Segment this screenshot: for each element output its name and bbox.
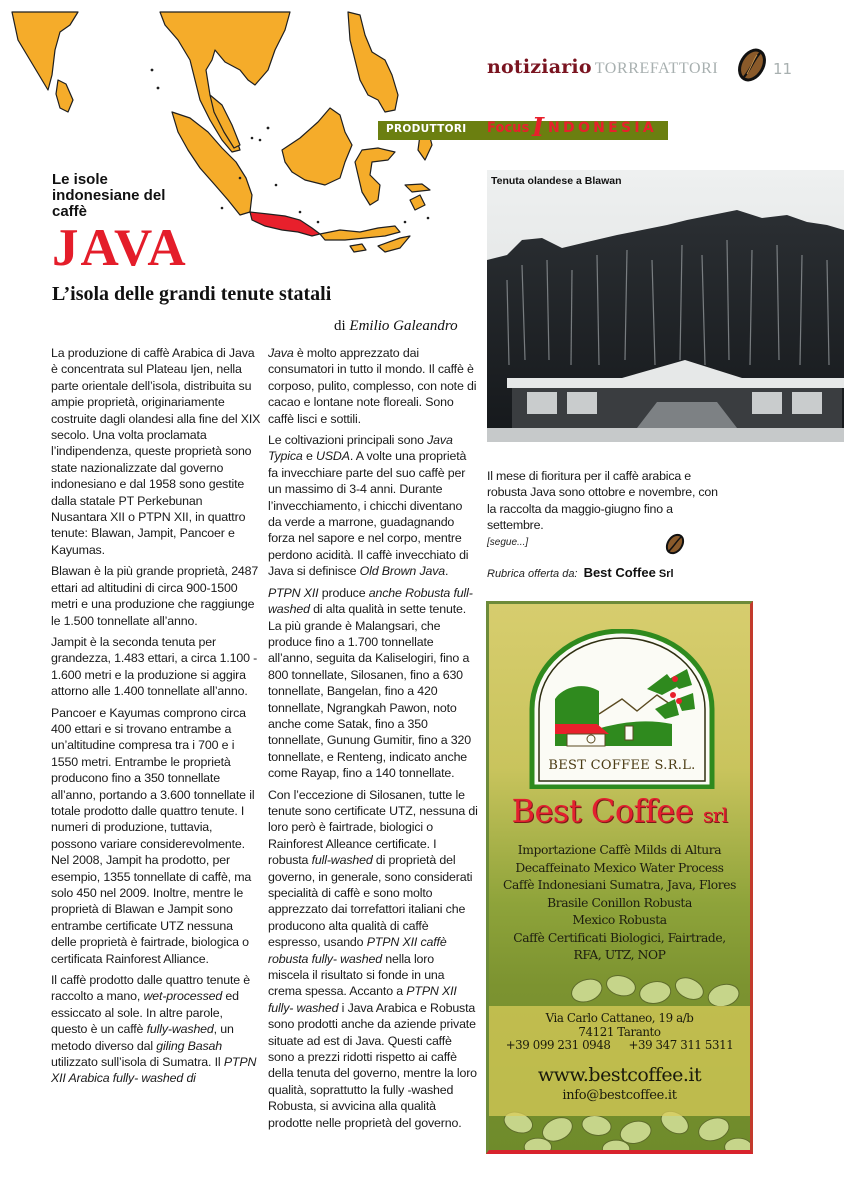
service-line: Mexico Robusta	[572, 913, 667, 927]
text-run-italic: PTPN XII fully- washed	[268, 984, 457, 1015]
paragraph: Pancoer e Kayumas comprono circa 400 ettari e si trovano entrambe a un’altitudine compresa tra i 700 e i 1550 metri. Entrambe le proprietà producono fino a 350 tonnellate all’anno, portando a 3.600 tonnellate il totale prodotto dalle quattro tenute. I numeri di produzione, tuttavia, possono variare considerevolmente. Nel 2008, Jampit ha prodotto, per esempio, 1355 tonnellate di caffè, ma solo 450 nel 2009. Inoltre, mentre le proprietà di Blawan e Jampit sono entrambe certificate UTZ nessuna delle proprietà è fairtrade, biologica o certificata Rainforest Alliance.	[51, 705, 255, 966]
focus-initial: I	[532, 113, 545, 143]
service-line: Caffè Indonesiani Sumatra, Java, Flores	[502, 878, 736, 892]
text-run-italic: USDA	[316, 449, 350, 464]
advert-city: 74121 Taranto	[578, 1024, 661, 1039]
text-run: Le coltivazioni principali sono	[268, 433, 428, 448]
sponsor-name: Best Coffee	[583, 565, 656, 580]
text-run: .	[445, 564, 449, 579]
byline	[334, 318, 458, 335]
paragraph: La produzione di caffè Arabica di Java è concentrata sul Plateau Ijen, nella parte orientale dell’isola, distribuita su ampie proprietà, originariamente costruite dagli olandesi alla fine del XIX secolo. Una volta proclamata l’indipendenza, queste proprietà sono state nazionalizzate dal governo indonesiano e dal 1958 sono gestite dalla statale PT Perkebunan Nusantara XII o PTPN XII, in quattro tenute: Blawan, Jampit, Pancoer e Kayumas.	[51, 346, 261, 557]
section-label: PRODUTTORI	[386, 123, 467, 135]
text-run-italic: wet-processed	[143, 989, 223, 1004]
paragraph	[268, 787, 478, 1132]
advert-email-link[interactable]: info@bestcoffee.it	[562, 1088, 677, 1103]
text-run: produce	[318, 585, 369, 600]
paragraph	[268, 432, 478, 580]
map-java	[250, 212, 320, 236]
text-run: è molto apprezzato dai consumatori in tutto il mondo. Il caffè è corposo, pulito, complesso, con note di cacao e lontane note floreali. Sono caffè lisci e sottili.	[268, 346, 477, 426]
text-run-italic: anche Robusta full-washed	[268, 585, 473, 617]
map-philippines	[348, 12, 398, 112]
article-column-2	[268, 345, 478, 1136]
phone-number[interactable]: +39 099 231 0948	[505, 1038, 611, 1052]
author-name: Emilio Galeandro	[349, 318, 458, 334]
map-sri-lanka	[56, 80, 73, 112]
brand-subtitle: TORREFATTORI	[594, 60, 719, 77]
focus-country: NDONESIA	[548, 120, 658, 136]
map-sulawesi	[355, 148, 395, 205]
best-coffee-logo	[527, 629, 717, 789]
text-run-italic: PTPN XII	[268, 585, 319, 600]
map-sumatra	[172, 112, 252, 215]
text-run: i Java Arabica e Robusta sono prodotti anche da aziende private situate ad est di Java. Questi caffè sono a prezzi ridotti rispetto ai caffè della tenuta del governo, mentre la loro qualità, soprattutto la fully -washed Robusta, si avvicina alla qualità prodotte nelle proprietà del governo.	[268, 1000, 477, 1130]
paragraph	[51, 972, 261, 1087]
article-column-1	[51, 345, 261, 1092]
service-line: RFA, UTZ, NOP	[573, 948, 666, 962]
service-line: Importazione Caffè Milds di Altura	[517, 843, 722, 857]
text-run: nella loro miscela il risultato si fonde in una crema spessa. Accanto a	[268, 951, 445, 999]
text-run-italic: PTPN XII caffè robusta fully- washed	[268, 935, 447, 966]
byline-prefix: di	[334, 318, 346, 334]
sidebar-text: Il mese di fioritura per il caffè arabica e robusta Java sono ottobre e novembre, con la raccolta da maggio-giugno fino a settembre.	[487, 469, 718, 533]
advert-contact	[489, 1012, 750, 1053]
estate-photo-illustration	[487, 170, 844, 442]
sponsor-prefix: Rubrica offerta da:	[487, 568, 578, 580]
advert-name-suffix: srl	[702, 803, 728, 827]
map-lesser-sunda	[320, 226, 400, 240]
sponsor-suffix: Srl	[658, 568, 674, 580]
text-run-italic: Java	[268, 346, 294, 360]
article-title: JAVA	[52, 219, 188, 277]
paragraph: Blawan è la più grande proprietà, 2487 ettari ad altitudini di circa 900-1500 metri e una produzione che raggiunge le 1.500 tonnellate all’anno.	[51, 564, 259, 628]
paragraph	[268, 585, 478, 782]
service-line: Decaffeinato Mexico Water Process	[515, 860, 724, 875]
paragraph: Jampit è la seconda tenuta per grandezza, 1.483 ettari, a circa 1.100 - 1.600 metri e la produzione si aggira attorno alle 1.400 tonnellate all’anno.	[51, 634, 258, 699]
advert-services	[489, 842, 750, 965]
masthead	[487, 56, 718, 78]
text-run: Con l’eccezione di Silosanen, tutte le tenute sono certificate UTZ, nessuna di loro però è fairtrade, biologici o Rainforest Alleance certificate. I robusta	[268, 787, 478, 868]
text-run: di alta qualità in sette tenute. La più grande è Malangsari, che produce fino a 1.700 tonnellate all’anno, seguita da Kaliselogiri, fino a 800 tonnellate, Silosanen, fino a 630 tonnellate, Bangelan, fino a 420 tonnellate, Ngrangkah Pawon, noto anche come Satak, fino a 350 tonnellate, Gunung Gumitir, fino a 320 tonnellate, e Renteng, indicato anche come Rayap, fino a 140 tonnellate.	[268, 602, 472, 781]
advert-website-link[interactable]: www.bestcoffee.it	[537, 1064, 702, 1086]
best-coffee-advert[interactable]	[486, 601, 753, 1154]
focus-label: Focus	[487, 120, 530, 136]
advert-brand-name	[489, 792, 750, 830]
estate-photo	[487, 170, 844, 442]
article-kicker: Le isole indonesiane del caffè	[52, 171, 166, 220]
page-number: 11	[773, 60, 793, 78]
text-run: , un metodo diverso dal	[51, 1022, 234, 1053]
text-run-italic: fully-washed	[146, 1022, 214, 1037]
map-india	[12, 12, 78, 90]
continued-link[interactable]: [segue...]	[487, 537, 529, 548]
text-run-italic: Old Brown Java	[359, 564, 446, 579]
text-run-italic: full-washed	[311, 853, 373, 868]
service-line: Brasile Conillon Robusta	[547, 895, 692, 910]
coffee-bean-icon	[735, 47, 769, 83]
phone-number[interactable]: +39 347 311 5311	[628, 1038, 734, 1052]
advert-phones	[489, 1039, 750, 1053]
sponsor-credit	[487, 565, 674, 580]
text-run: utilizzato sull’isola di Sumatra. Il	[51, 1055, 224, 1070]
text-run: . A volte una proprietà fa invecchiare parte del suo caffè per un massimo di 3-4 anni. Durante l’invecchiamento, i chicchi diventano da verde a marrone, guadagnando forza nel sapore e nel corpo, mentre perdono acidità. Il caffè invecchiato di Java si definisce	[268, 449, 469, 579]
text-run: ed essiccato al sole. In altre parole, questo è un caffè	[51, 989, 239, 1037]
photo-caption: Tenuta olandese a Blawan	[491, 175, 622, 187]
text-run: di proprietà del governo, in generale, sono considerati specialità di caffè e sono molto apprezzato dai torrefattori italiani che producono alta qualità di caffè espresso, usando	[268, 853, 473, 950]
advert-name-text: Best Coffee	[511, 792, 694, 830]
brand-name: notiziario	[487, 56, 592, 78]
text-run: Il caffè prodotto dalle quattro tenute è raccolto a mano,	[51, 973, 251, 1004]
service-line: Caffè Certificati Biologici, Fairtrade,	[513, 930, 726, 945]
coffee-bean-icon	[664, 533, 686, 555]
text-run-italic: Java Typica	[268, 433, 453, 464]
logo-text: BEST COFFEE S.R.L.	[548, 758, 696, 773]
map-borneo	[282, 108, 352, 185]
text-run-italic: PTPN XII Arabica fully- washed di	[51, 1055, 257, 1086]
text-run-italic: giling Basah	[156, 1038, 223, 1053]
paragraph	[268, 345, 478, 427]
advert-address: Via Carlo Cattaneo, 19 a/b	[545, 1011, 694, 1025]
article-subtitle: L’isola delle grandi tenute statali	[52, 283, 332, 305]
text-run: e	[302, 449, 317, 464]
